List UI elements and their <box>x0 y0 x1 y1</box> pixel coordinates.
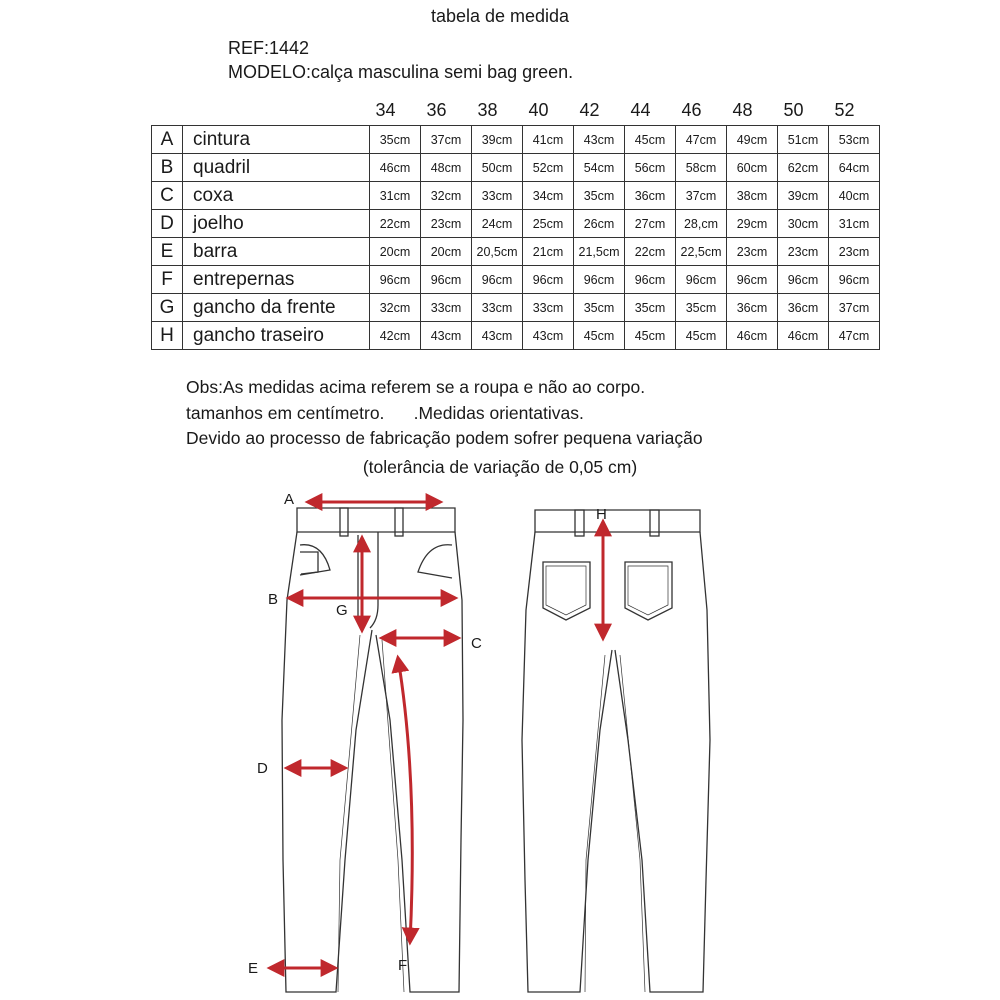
table-cell: 31cm <box>370 182 421 210</box>
table-row <box>152 322 880 350</box>
size-label: 52 <box>834 100 855 120</box>
table-cell: 39cm <box>778 182 829 210</box>
row-letter: D <box>152 210 183 238</box>
table-row <box>152 126 880 154</box>
table-cell: 35cm <box>574 294 625 322</box>
table-cell: 51cm <box>778 126 829 154</box>
table-row <box>152 210 880 238</box>
size-label: 38 <box>477 100 498 120</box>
table-cell: 46cm <box>727 322 778 350</box>
size-label: 48 <box>732 100 753 120</box>
table-cell: 37cm <box>676 182 727 210</box>
table-cell: 54cm <box>574 154 625 182</box>
row-letter: G <box>152 294 183 322</box>
table-cell: 37cm <box>421 126 472 154</box>
table-cell: 21cm <box>523 238 574 266</box>
table-cell: 28,cm <box>676 210 727 238</box>
table-cell: 22cm <box>625 238 676 266</box>
table-cell: 36cm <box>778 294 829 322</box>
row-letter: H <box>152 322 183 350</box>
table-cell: 33cm <box>421 294 472 322</box>
table-cell: 96cm <box>829 266 880 294</box>
tolerance-note: (tolerância de variação de 0,05 cm) <box>362 457 638 477</box>
table-cell: 33cm <box>523 294 574 322</box>
size-label: 42 <box>579 100 600 120</box>
row-measure-name: gancho traseiro <box>183 322 370 350</box>
table-cell: 49cm <box>727 126 778 154</box>
table-cell: 64cm <box>829 154 880 182</box>
table-cell: 62cm <box>778 154 829 182</box>
table-cell: 96cm <box>778 266 829 294</box>
label-f: F <box>398 957 408 974</box>
reference-code: REF:1442 <box>228 38 310 58</box>
table-cell: 96cm <box>727 266 778 294</box>
table-cell: 26cm <box>574 210 625 238</box>
table-row <box>152 238 880 266</box>
table-cell: 31cm <box>829 210 880 238</box>
label-h: H <box>596 506 607 523</box>
table-cell: 58cm <box>676 154 727 182</box>
table-cell: 23cm <box>829 238 880 266</box>
table-cell: 36cm <box>625 182 676 210</box>
table-cell: 42cm <box>370 322 421 350</box>
row-letter: E <box>152 238 183 266</box>
size-label: 34 <box>375 100 396 120</box>
table-cell: 35cm <box>625 294 676 322</box>
table-cell: 30cm <box>778 210 829 238</box>
label-g: G <box>336 602 348 619</box>
table-cell: 20cm <box>370 238 421 266</box>
size-label: 50 <box>783 100 804 120</box>
table-cell: 96cm <box>574 266 625 294</box>
table-cell: 96cm <box>676 266 727 294</box>
table-cell: 23cm <box>727 238 778 266</box>
table-cell: 34cm <box>523 182 574 210</box>
table-cell: 33cm <box>472 294 523 322</box>
table-cell: 38cm <box>727 182 778 210</box>
label-e: E <box>248 960 259 977</box>
table-cell: 32cm <box>421 182 472 210</box>
table-cell: 40cm <box>829 182 880 210</box>
table-cell: 39cm <box>472 126 523 154</box>
row-letter: C <box>152 182 183 210</box>
table-cell: 46cm <box>778 322 829 350</box>
table-cell: 21,5cm <box>574 238 625 266</box>
table-cell: 35cm <box>676 294 727 322</box>
table-cell: 41cm <box>523 126 574 154</box>
table-cell: 43cm <box>421 322 472 350</box>
table-cell: 35cm <box>370 126 421 154</box>
table-cell: 52cm <box>523 154 574 182</box>
table-cell: 22cm <box>370 210 421 238</box>
row-measure-name: coxa <box>183 182 370 210</box>
table-cell: 47cm <box>676 126 727 154</box>
label-c: C <box>471 635 482 652</box>
row-letter: B <box>152 154 183 182</box>
page-title: tabela de medida <box>430 6 570 26</box>
table-cell: 56cm <box>625 154 676 182</box>
table-cell: 32cm <box>370 294 421 322</box>
table-cell: 23cm <box>778 238 829 266</box>
label-d: D <box>257 760 268 777</box>
table-row <box>152 294 880 322</box>
table-cell: 96cm <box>472 266 523 294</box>
table-cell: 29cm <box>727 210 778 238</box>
label-a: A <box>284 491 295 508</box>
table-cell: 43cm <box>574 126 625 154</box>
table-cell: 96cm <box>625 266 676 294</box>
table-row <box>152 266 880 294</box>
table-cell: 53cm <box>829 126 880 154</box>
note-line-1: Obs:As medidas acima referem se a roupa e não ao corpo. <box>186 377 646 397</box>
table-cell: 60cm <box>727 154 778 182</box>
arrow-f <box>398 658 412 942</box>
note-line-3: Devido ao processo de fabricação podem sofrer pequena variação <box>186 428 703 448</box>
row-letter: A <box>152 126 183 154</box>
front-pants-outline <box>282 508 463 992</box>
row-measure-name: joelho <box>183 210 370 238</box>
size-label: 36 <box>426 100 447 120</box>
table-cell: 47cm <box>829 322 880 350</box>
size-header-row <box>360 100 870 124</box>
row-letter: F <box>152 266 183 294</box>
size-label: 46 <box>681 100 702 120</box>
table-cell: 43cm <box>472 322 523 350</box>
table-cell: 24cm <box>472 210 523 238</box>
row-measure-name: entrepernas <box>183 266 370 294</box>
table-cell: 27cm <box>625 210 676 238</box>
back-pants-outline <box>522 510 710 992</box>
size-label: 40 <box>528 100 549 120</box>
row-measure-name: gancho da frente <box>183 294 370 322</box>
table-cell: 25cm <box>523 210 574 238</box>
table-cell: 23cm <box>421 210 472 238</box>
table-cell: 45cm <box>625 322 676 350</box>
row-measure-name: quadril <box>183 154 370 182</box>
table-cell: 46cm <box>370 154 421 182</box>
row-measure-name: barra <box>183 238 370 266</box>
model-name: MODELO:calça masculina semi bag green. <box>228 62 574 82</box>
table-cell: 50cm <box>472 154 523 182</box>
table-row <box>152 154 880 182</box>
note-line-2: tamanhos em centímetro. .Medidas orientativas. <box>186 403 584 423</box>
table-cell: 36cm <box>727 294 778 322</box>
table-cell: 20,5cm <box>472 238 523 266</box>
table-cell: 96cm <box>523 266 574 294</box>
label-b: B <box>268 591 279 608</box>
table-cell: 96cm <box>370 266 421 294</box>
table-cell: 45cm <box>676 322 727 350</box>
table-cell: 33cm <box>472 182 523 210</box>
table-cell: 45cm <box>625 126 676 154</box>
table-cell: 96cm <box>421 266 472 294</box>
table-row <box>152 182 880 210</box>
table-cell: 22,5cm <box>676 238 727 266</box>
measurement-table <box>151 125 880 350</box>
table-cell: 35cm <box>574 182 625 210</box>
table-cell: 43cm <box>523 322 574 350</box>
table-cell: 48cm <box>421 154 472 182</box>
table-cell: 20cm <box>421 238 472 266</box>
row-measure-name: cintura <box>183 126 370 154</box>
size-label: 44 <box>630 100 651 120</box>
table-cell: 37cm <box>829 294 880 322</box>
pants-diagram <box>0 480 1000 1000</box>
table-cell: 45cm <box>574 322 625 350</box>
